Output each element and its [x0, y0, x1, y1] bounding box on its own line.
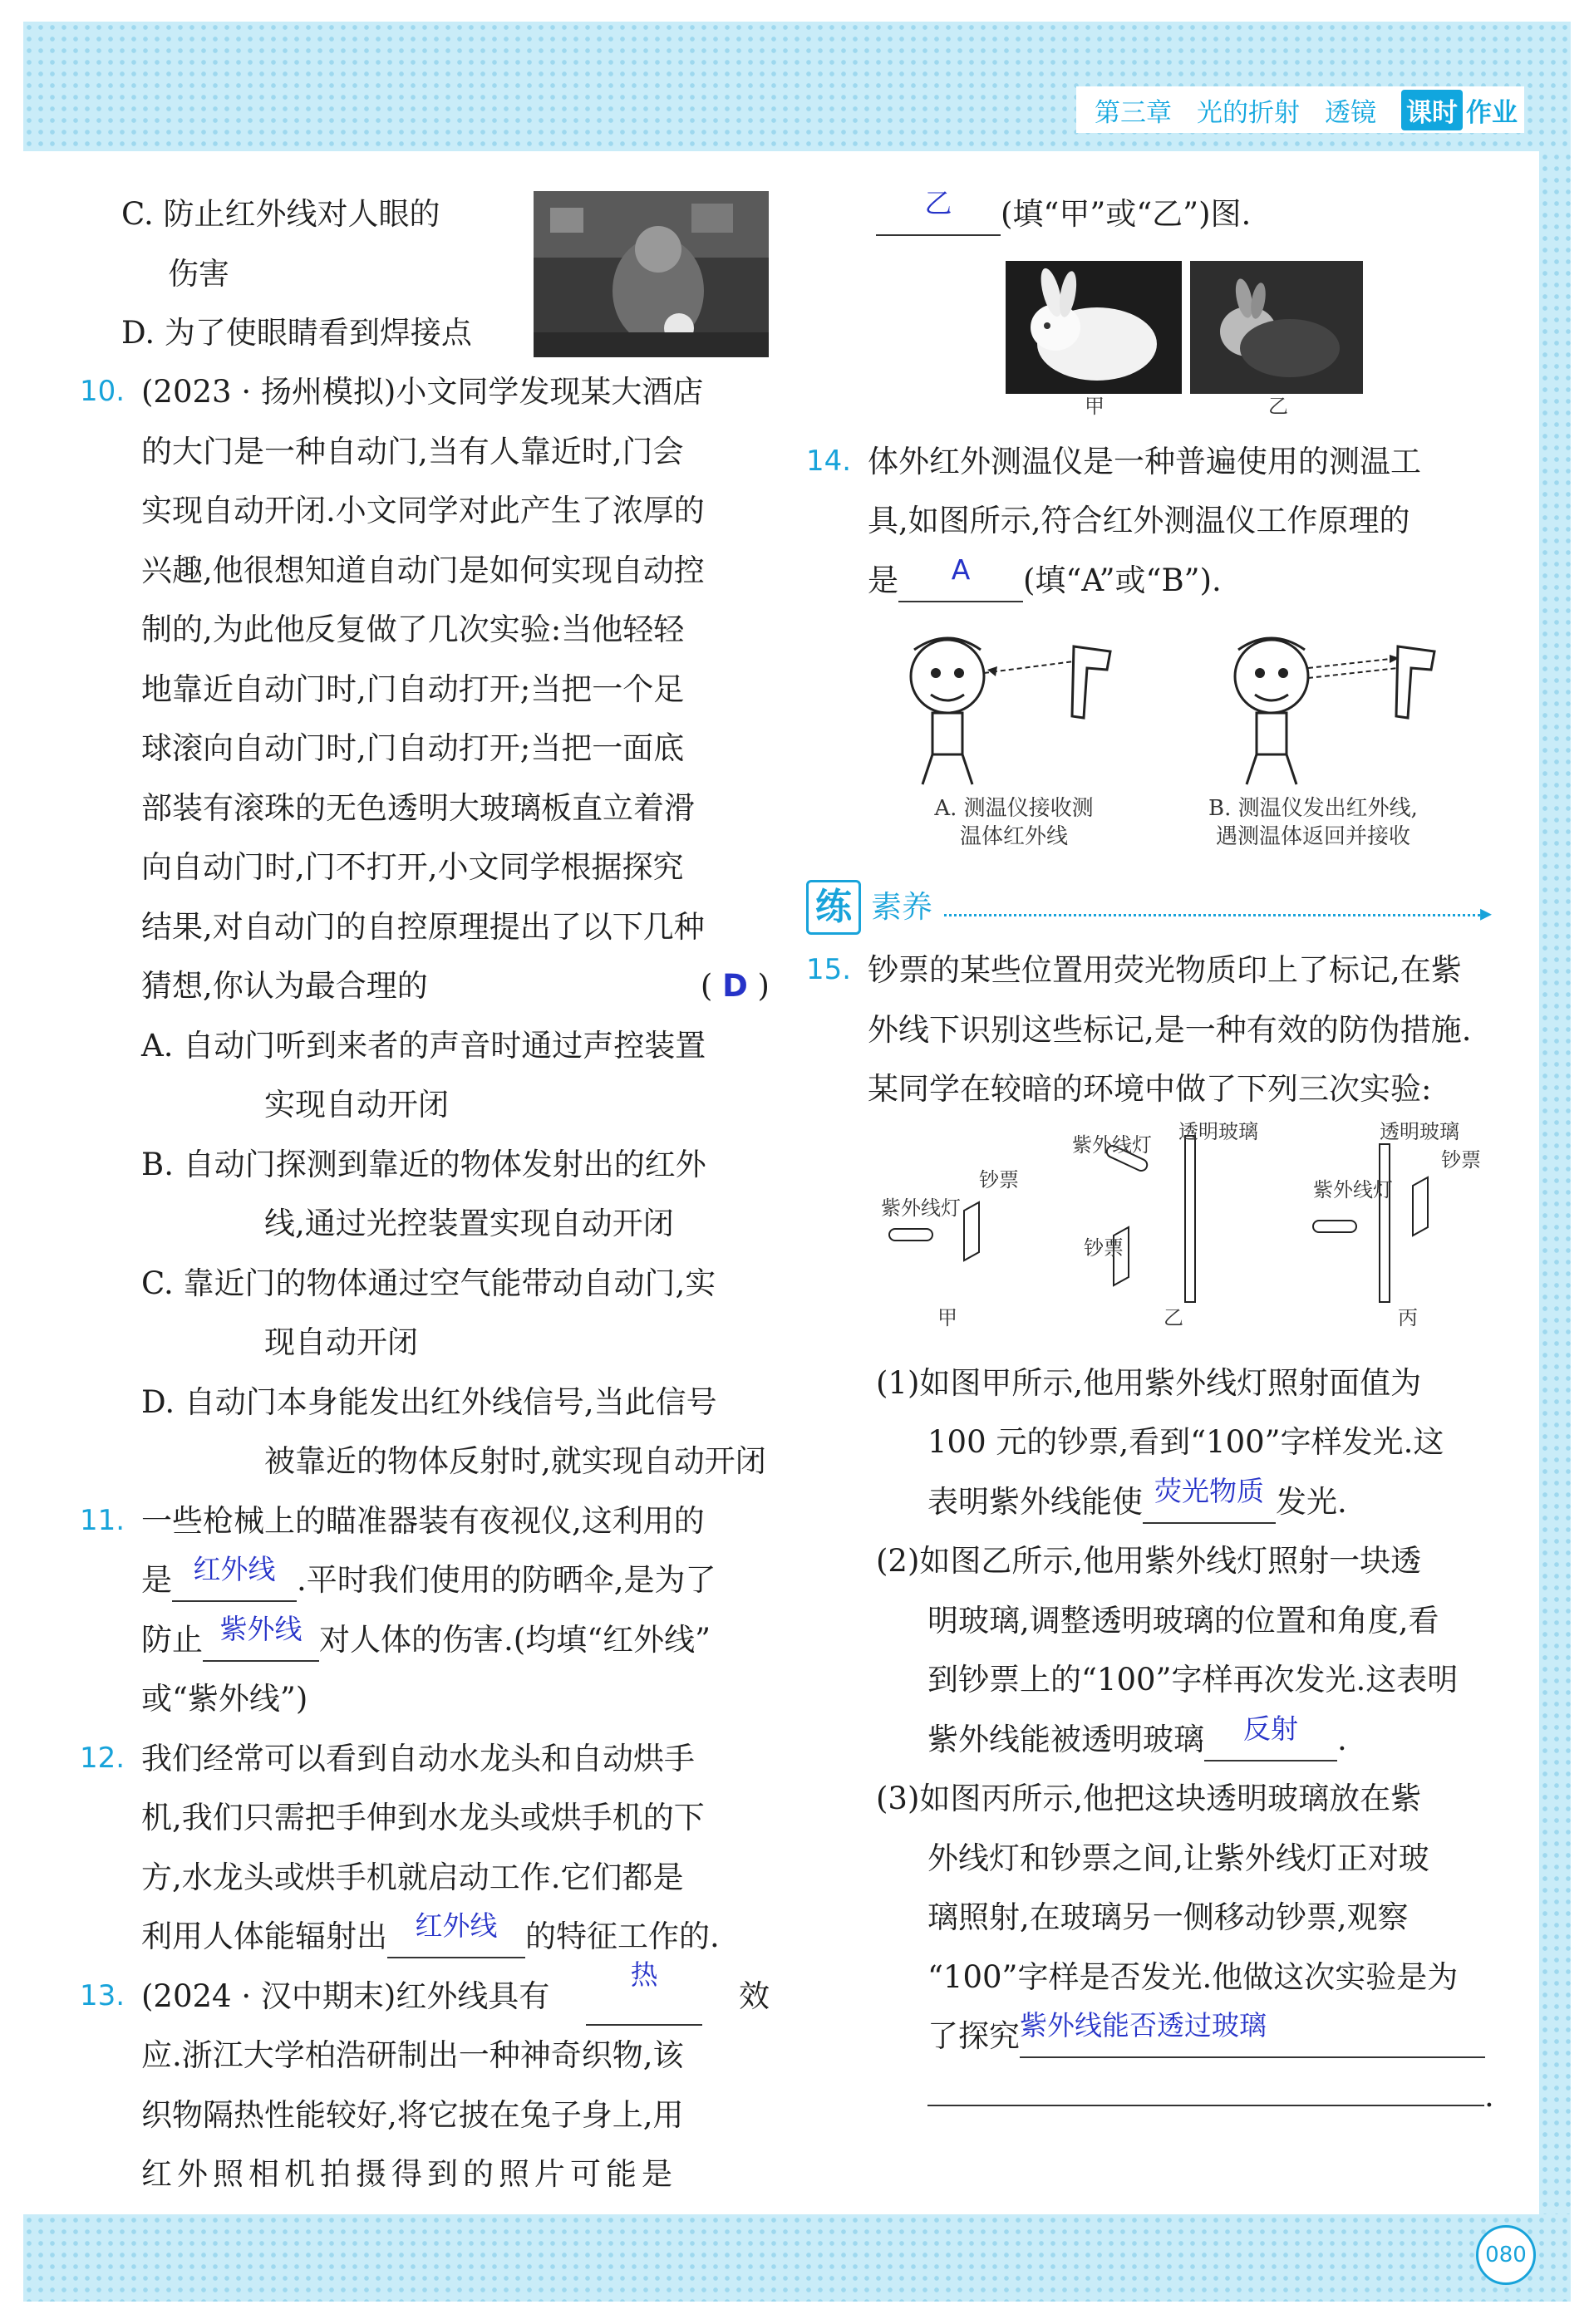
q12-line: 机,我们只需把手伸到水龙头或烘手机的下 [141, 1800, 705, 1835]
right-column [806, 184, 1508, 2125]
q10-line: (2023 · 扬州模拟)小文同学发现某大酒店 [141, 374, 704, 410]
section-title: 素养 [871, 889, 932, 926]
q14-blank[interactable]: A [898, 562, 1023, 602]
section-divider [944, 914, 1485, 916]
bottom-dotted-band [23, 2214, 1571, 2302]
left-column [80, 184, 770, 2204]
bing-bill-label: 钞票 [1441, 1147, 1481, 1172]
kid-b-icon [1235, 638, 1434, 784]
fig-bing-label: 丙 [1398, 1305, 1418, 1329]
label-yi: 乙 [1268, 394, 1288, 418]
caption-b: B. 测温仪发出红外线, 遇测温体返回并接收 [1208, 796, 1418, 849]
q9-option-c-cont: 伤害 [168, 255, 229, 292]
q13-line-blank: (2024 · 汉中期末)红外线具有 热 效 [141, 1967, 770, 2027]
section-heading [806, 874, 1492, 941]
q15-blank-3-cont[interactable] [927, 2105, 1484, 2106]
q12-line: 我们经常可以看到自动水龙头和自动烘手 [141, 1740, 695, 1776]
jia-bill-label: 钞票 [979, 1167, 1019, 1191]
question-12 [80, 1729, 770, 1967]
q13-blank-2[interactable]: 乙 [876, 195, 1001, 236]
q13-blank-1[interactable]: 热 [586, 1967, 702, 2027]
question-13 [80, 1958, 770, 2204]
page-number: 080 [1476, 2225, 1536, 2285]
chapter-label: 第三章 [1095, 97, 1172, 128]
q15-blank-3[interactable]: 紫外线能否透过玻璃 [1020, 2017, 1485, 2058]
q10-answer-paren: ( D ) [700, 968, 770, 1004]
q10-option-c: C. 靠近门的物体通过空气能带动自动门,实 现自动开闭 [141, 1265, 716, 1360]
jia-lamp-label: 紫外线灯 [881, 1196, 961, 1220]
section-label: 光的折射 [1197, 97, 1300, 128]
q12-line-blank: 利用人体能辐射出 红外线 的特征工作的. [141, 1907, 770, 1967]
q10-line: 地靠近自动门时,门自动打开;当把一个足 [141, 671, 685, 707]
q10-prompt-line [141, 956, 770, 1016]
q10-line: 向自动门时,门不打开,小文同学根据探究 [141, 849, 684, 885]
q14-line: 具,如图所示,符合红外测温仪工作原理的 [868, 503, 1410, 538]
caption-a: A. 测温仪接收测 温体红外线 [934, 796, 1094, 849]
right-dotted-margin [1539, 151, 1571, 2214]
q15-line: 外线下识别这些标记,是一种有效的防伪措施. [868, 1011, 1472, 1048]
q15-blank-1[interactable]: 荧光物质 [1143, 1483, 1276, 1524]
homework-badge: 课时 作业 [1401, 90, 1518, 130]
q13-line: 织物隔热性能较好,将它披在兔子身上,用 [141, 2096, 684, 2133]
q15-line: 某同学在较暗的环境中做了下列三次实验: [868, 1071, 1432, 1107]
q10-option-b: B. 自动门探测到靠近的物体发射出的红外 线,通过光控装置实现自动开闭 [141, 1146, 706, 1241]
fig-yi-label: 乙 [1164, 1305, 1183, 1329]
practice-icon: 练 [806, 880, 861, 935]
q15-subquestions [806, 1354, 1508, 2126]
uv-experiment-figure [806, 1119, 1508, 1373]
q15-part-3: (3)如图丙所示,他把这块透明玻璃放在紫 外线灯和钞票之间,让紫外线灯正对玻 璃照射,在玻璃另一侧移动钞票,观察 “100”字样是否发光.他做这次实验是为 了探究紫外线能否透过玻璃 . [876, 1781, 1494, 2114]
q12-number: 12. [80, 1741, 125, 1775]
bing-lamp-label: 紫外线灯 [1313, 1177, 1393, 1201]
q15-blank-2[interactable]: 反射 [1204, 1721, 1337, 1761]
running-header [1076, 86, 1524, 133]
label-jia: 甲 [1085, 394, 1104, 418]
question-15 [806, 941, 1508, 1119]
rabbit-photo-yi [1190, 261, 1363, 394]
q10-line: 实现自动开闭.小文同学对此产生了浓厚的 [141, 493, 705, 528]
q13-continuation: 乙 (填“甲”或“乙”)图. [806, 184, 1508, 244]
topic-label: 透镜 [1325, 97, 1376, 128]
q11-line-blank1: 是 红外线 .平时我们使用的防晒伞,是为了 [141, 1550, 770, 1610]
setup-bing [1313, 1144, 1428, 1302]
q11-line: 一些枪械上的瞄准器装有夜视仪,这利用的 [141, 1502, 705, 1539]
q11-blank-1[interactable]: 红外线 [172, 1561, 297, 1602]
q12-blank[interactable]: 红外线 [387, 1918, 525, 1958]
q10-options [80, 1016, 770, 1491]
q15-line: 钞票的某些位置用荧光物质印上了标记,在紫 [868, 952, 1462, 988]
q13-line: 应.浙江大学柏浩研制出一种神奇织物,该 [141, 2037, 684, 2073]
q14-number: 14. [806, 444, 852, 478]
setup-yi [1104, 1136, 1195, 1302]
q15-part-2: (2)如图乙所示,他用紫外线灯照射一块透 明玻璃,调整透明玻璃的位置和角度,看 到钞票上的“100”字样再次发光.这表明 紫外线能被透明玻璃 反射 . [876, 1531, 1508, 1769]
question-10 [80, 362, 770, 1016]
rabbit-photo-jia [1006, 261, 1182, 394]
q10-line: 的大门是一种自动门,当有人靠近时,门会 [141, 433, 684, 469]
yi-glass-label: 透明玻璃 [1178, 1119, 1258, 1143]
rabbit-thermal-figure [806, 244, 1508, 425]
welding-photo [534, 191, 769, 357]
yi-bill-label: 钞票 [1084, 1236, 1124, 1260]
q9-option-c: C. 防止红外线对人眼的 [121, 196, 440, 232]
q13-line: 红外照相机拍摄得到的照片可能是 [141, 2156, 677, 2192]
q11-number: 11. [80, 1503, 125, 1537]
q15-part-1: (1)如图甲所示,他用紫外线灯照射面值为 100 元的钞票,看到“100”字样发光.这 表明紫外线能使 荧光物质 发光. [876, 1354, 1508, 1532]
q10-option-d: D. 自动门本身能发出红外线信号,当此信号 被靠近的物体反射时,就实现自动开闭 [141, 1383, 766, 1479]
q9-option-d: D. 为了使眼睛看到焊接点 [121, 315, 472, 351]
q11-blank-2[interactable]: 紫外线 [203, 1621, 319, 1662]
thermometer-figure [806, 610, 1508, 874]
q9-tail [80, 184, 770, 362]
yi-lamp-label: 紫外线灯 [1072, 1133, 1152, 1157]
q10-line: 球滚向自动门时,门自动打开;当把一面底 [141, 730, 685, 766]
q13-number: 13. [80, 1978, 125, 2012]
q11-line-blank2: 防止 紫外线 对人体的伤害.(均填“红外线” [141, 1610, 770, 1670]
q10-number: 10. [80, 375, 125, 408]
q11-line: 或“紫外线”) [141, 1681, 308, 1717]
q10-answer: D [722, 968, 748, 1004]
thermometer-drawings [881, 626, 1513, 793]
q14-line-blank: 是 A (填“A”或“B”). [868, 551, 1508, 611]
bing-glass-label: 透明玻璃 [1380, 1119, 1459, 1143]
q14-line: 体外红外测温仪是一种普遍使用的测温工 [868, 443, 1421, 479]
q10-line: 兴趣,他很想知道自动门是如何实现自动控 [141, 552, 705, 588]
q12-line: 方,水龙头或烘手机就启动工作.它们都是 [141, 1859, 684, 1895]
q10-line: 部装有滚珠的无色透明大玻璃板直立着滑 [141, 789, 695, 826]
question-11 [80, 1491, 770, 1729]
q10-line: 结果,对自动门的自控原理提出了以下几种 [141, 908, 705, 945]
fig-jia-label: 甲 [937, 1305, 957, 1329]
q10-prompt: 猜想,你认为最合理的 [141, 968, 428, 1004]
arrow-right-icon: ▸ [1479, 899, 1492, 927]
question-14 [806, 432, 1508, 611]
q10-option-a: A. 自动门听到来者的声音时通过声控装置 实现自动开闭 [141, 1027, 706, 1123]
q15-number: 15. [806, 953, 852, 986]
kid-a-icon [911, 638, 1110, 784]
q10-line: 制的,为此他反复做了几次实验:当他轻轻 [141, 612, 685, 647]
